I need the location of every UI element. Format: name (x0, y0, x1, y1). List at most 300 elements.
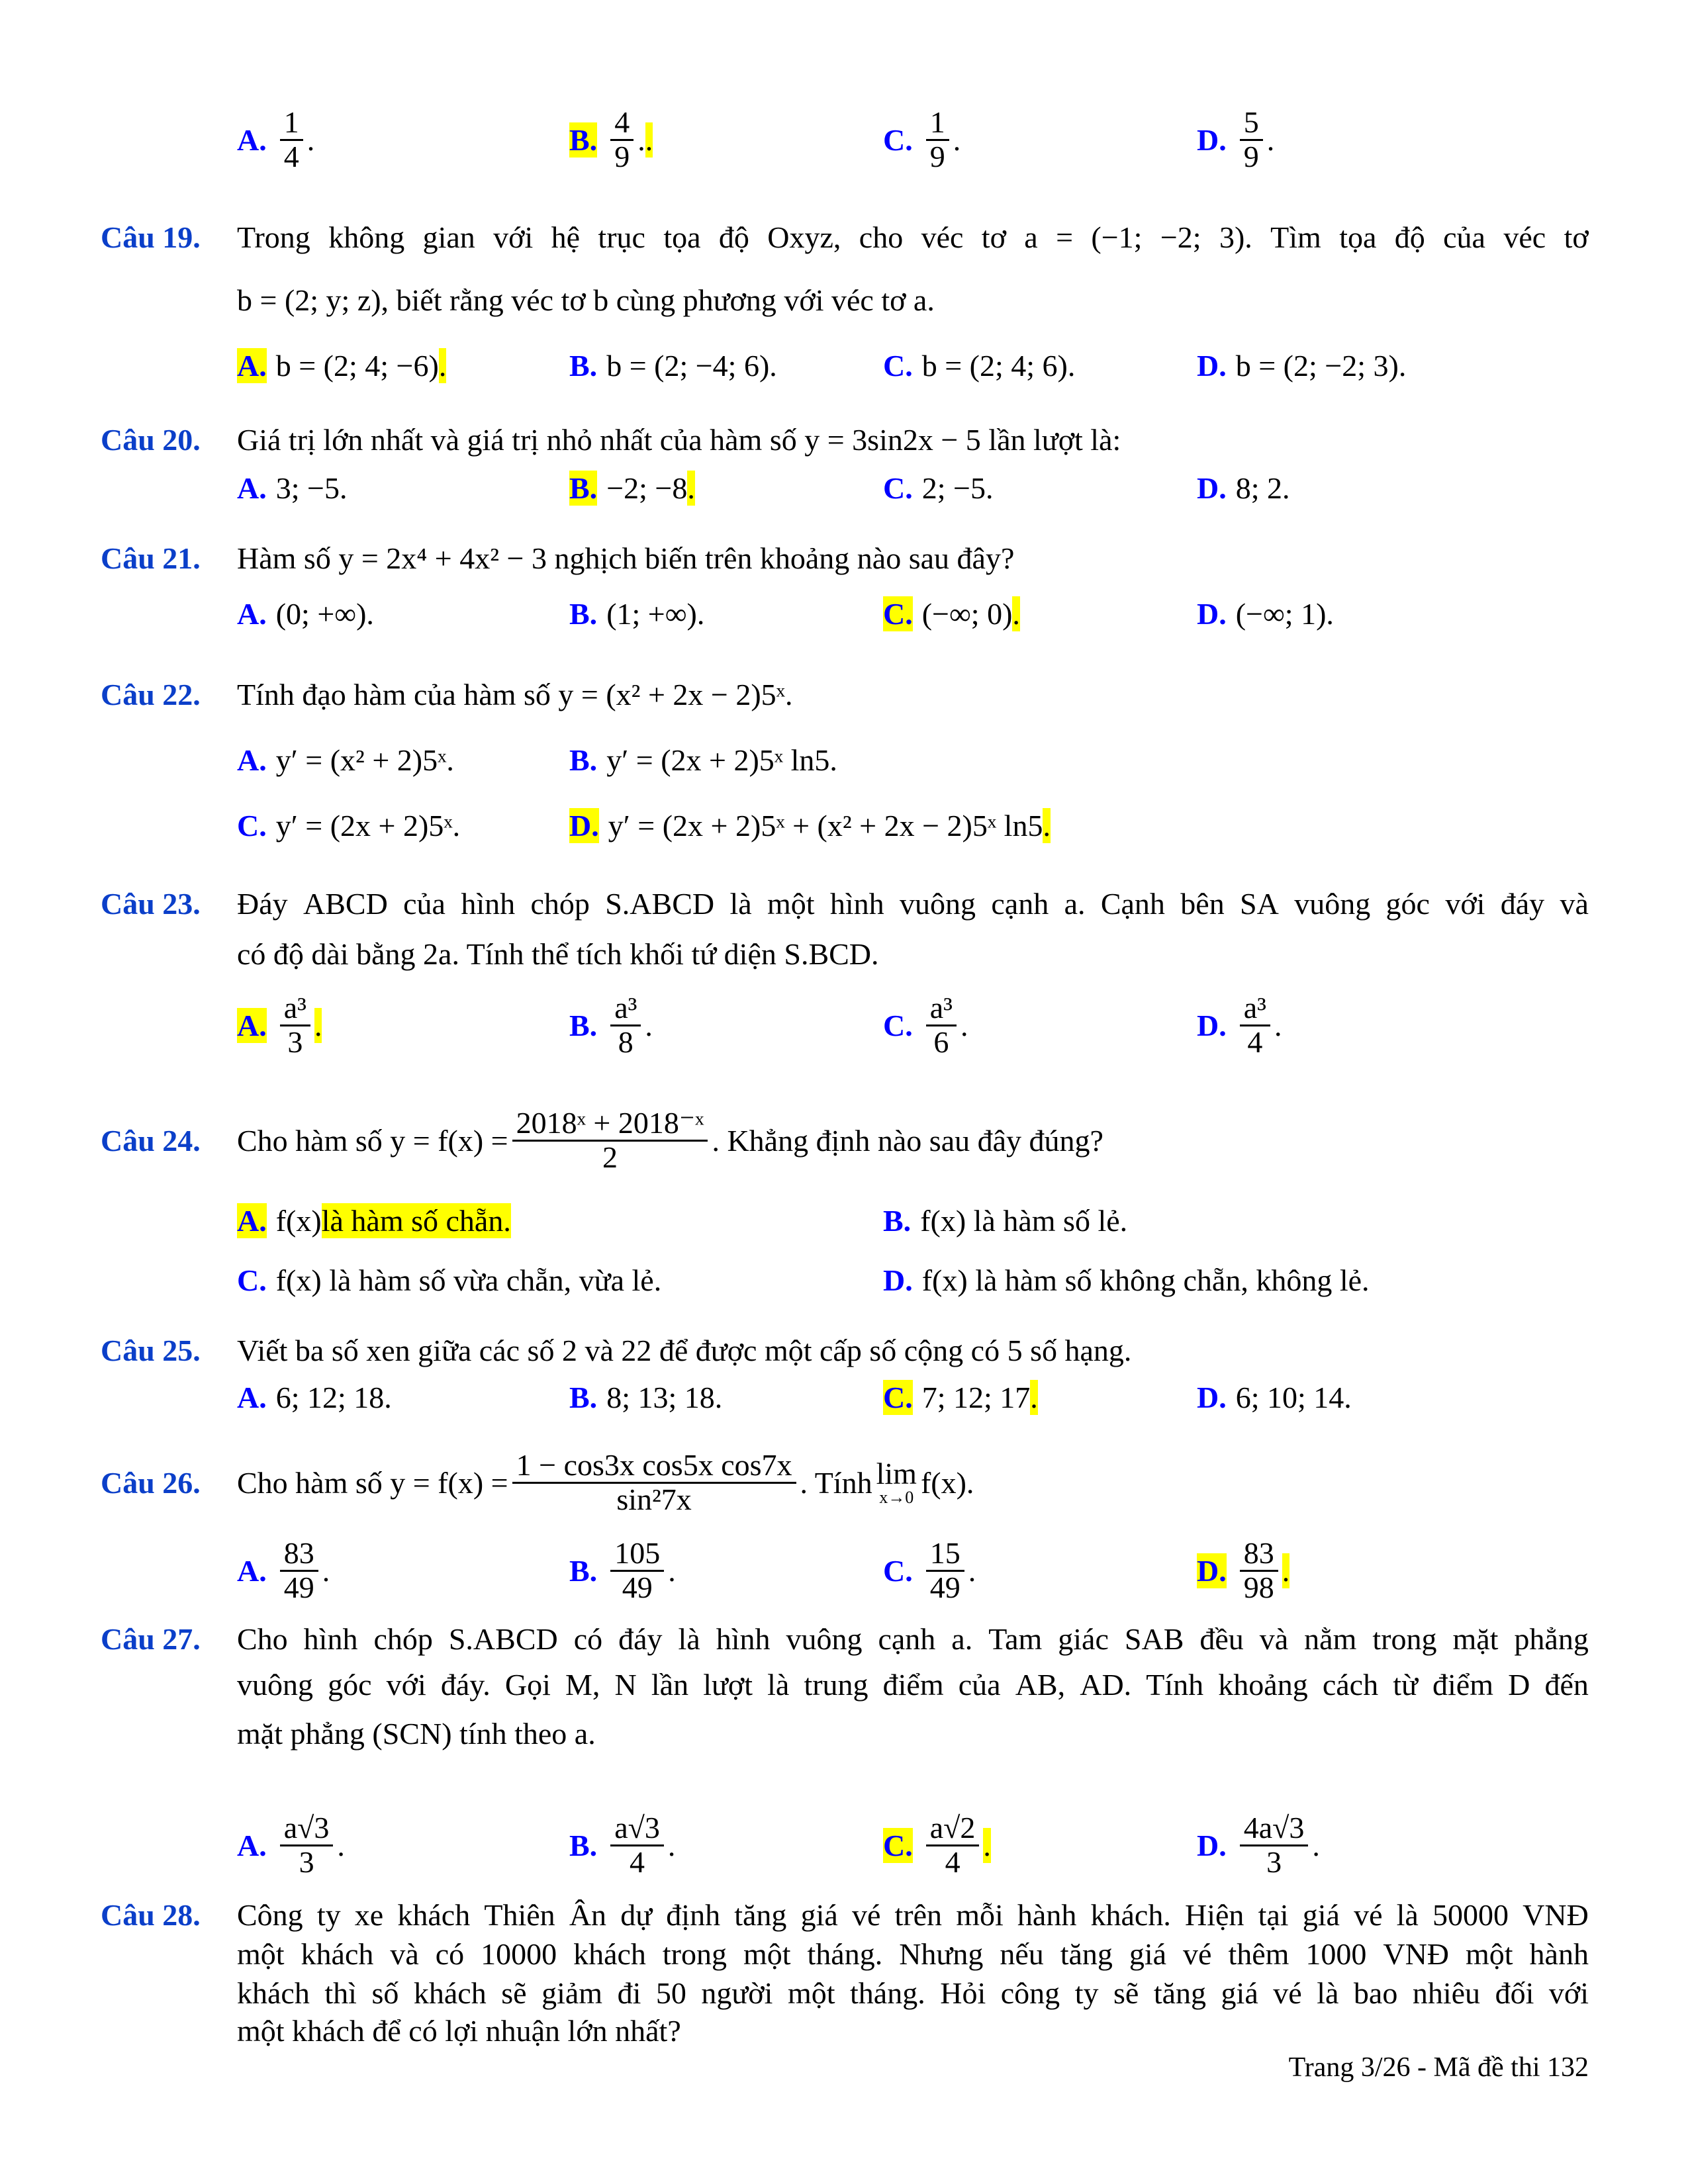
text-word: chóp (373, 1621, 433, 1656)
text: một khách để có lợi nhuận lớn nhất? (237, 2013, 681, 2048)
text-word: vé (1183, 1936, 1212, 1971)
option-label[interactable]: B. (569, 348, 598, 383)
answer-option-c[interactable] (883, 574, 1020, 653)
option-label[interactable]: C. (883, 1828, 913, 1862)
text-word: 50000 (1432, 1897, 1509, 1932)
text-word: đáy. (440, 1667, 491, 1702)
text-word: khách (413, 1976, 487, 2010)
answer-option-d[interactable] (1197, 1531, 1289, 1610)
text: f(x) (275, 1203, 322, 1238)
option-label[interactable]: A. (237, 122, 267, 157)
text-word: tọa (663, 220, 701, 254)
option-label[interactable]: C. (237, 1263, 267, 1297)
correct-marker: . (983, 1828, 991, 1862)
answer-option-d[interactable] (1197, 1805, 1320, 1885)
text: Viết ba số xen giữa các số 2 và 22 để được một cấp số cộng có 5 số hạng. (237, 1333, 1132, 1367)
denominator: 4 (1247, 1024, 1263, 1059)
option-label[interactable]: B. (569, 1008, 598, 1042)
correct-marker: . (687, 471, 695, 505)
denominator: 9 (1243, 139, 1259, 173)
text-word: giá (1302, 1897, 1340, 1932)
text: −2; −8 (606, 471, 688, 505)
text-word: một (743, 1936, 791, 1971)
text-word: khách (573, 1936, 646, 1971)
text-word: đều (1199, 1621, 1244, 1656)
text-word: trong (1372, 1621, 1437, 1656)
question-label: Câu 24. (101, 1123, 201, 1158)
fraction (610, 992, 641, 1058)
text-word: giảm (541, 1976, 603, 2010)
denominator: 4 (283, 139, 299, 173)
text-word: Tam (988, 1621, 1043, 1656)
option-label[interactable]: D. (1197, 348, 1227, 383)
text-word: trục (598, 220, 645, 254)
text-word: ty (1074, 1976, 1099, 2010)
option-label[interactable]: A. (237, 596, 267, 631)
text-word: đối (1495, 1976, 1534, 2010)
text: f(x) là hàm số lẻ. (920, 1203, 1128, 1238)
question-stem-line (237, 1443, 1589, 1522)
text-word: một (767, 886, 815, 921)
option-label[interactable]: B. (569, 471, 598, 505)
option-label[interactable]: D. (569, 808, 599, 842)
denominator: 49 (622, 1570, 653, 1604)
text-word: xe (354, 1897, 384, 1932)
text: b = (2; 4; −6) (275, 348, 439, 383)
text-word: điểm (882, 1667, 944, 1702)
text: 7; 12; 17 (921, 1380, 1031, 1414)
text: 8; 2. (1235, 471, 1290, 505)
text-word: khách (237, 1976, 310, 2010)
text-word: cạnh (991, 886, 1049, 921)
text-word: góc (1385, 886, 1430, 921)
option-label[interactable]: D. (1197, 1828, 1227, 1862)
fraction (512, 1107, 708, 1173)
question-label: Câu 26. (101, 1465, 201, 1500)
text-word: VNĐ (1523, 1897, 1589, 1932)
text: . (953, 122, 961, 157)
text-word: phẳng (1514, 1621, 1589, 1656)
answer-option-b[interactable] (569, 448, 695, 527)
text-word: vé (1354, 1897, 1383, 1932)
text-word: tơ (981, 220, 1006, 254)
option-label[interactable]: C. (883, 596, 913, 631)
text-word: nhiêu (1412, 1976, 1481, 2010)
option-label[interactable]: A. (237, 1203, 267, 1238)
text-word: sẽ (501, 1976, 527, 2010)
answer-option-d[interactable] (1197, 1357, 1352, 1437)
text: f(x). (920, 1465, 974, 1500)
fraction (280, 1812, 334, 1878)
text-word: của (958, 1667, 1001, 1702)
question-label: Câu 22. (101, 677, 201, 711)
option-label[interactable]: A. (237, 1008, 267, 1042)
text-word: 3). (1219, 220, 1252, 254)
text-word: Tìm (1270, 220, 1321, 254)
text-word: Đáy (237, 886, 288, 921)
fraction (926, 992, 957, 1058)
denominator: 3 (1266, 1844, 1282, 1879)
text-word: lần (651, 1667, 689, 1702)
option-label[interactable]: A. (237, 471, 267, 505)
answer-option-a[interactable] (237, 574, 374, 653)
text: . (667, 1828, 676, 1862)
text-word: số (371, 1976, 399, 2010)
answer-option-c[interactable] (237, 1240, 661, 1320)
numerator: 1 − cos3x cos5x cos7x (512, 1449, 796, 1483)
correct-marker: . (438, 348, 447, 383)
text-word: tháng. (850, 1976, 925, 2010)
text: y′ = (2x + 2)5ˣ ln5. (606, 743, 837, 777)
answer-option-d[interactable] (569, 786, 1051, 865)
text: có độ dài bằng 2a. Tính thể tích khối tứ diện S.BCD. (237, 936, 879, 971)
fraction (926, 1812, 980, 1878)
text-word: có (435, 1936, 465, 1971)
answer-option-b[interactable] (569, 326, 777, 405)
answer-option-d[interactable] (1197, 100, 1274, 179)
answer-option-d[interactable] (883, 1240, 1370, 1320)
text: . (968, 1553, 976, 1588)
text-word: điểm (1432, 1667, 1493, 1702)
text-word: khoảng (1218, 1667, 1308, 1702)
text-word: của (1443, 220, 1485, 254)
text-word: = (1056, 220, 1074, 254)
numerator: a√2 (926, 1812, 980, 1846)
text: f(x) là hàm số vừa chẵn, vừa lẻ. (275, 1263, 662, 1297)
denominator: 6 (933, 1024, 949, 1059)
text-word: giác (1058, 1621, 1109, 1656)
question-label: Câu 28. (101, 1897, 201, 1932)
option-label[interactable]: C. (883, 122, 913, 157)
text-word: độ (1394, 220, 1425, 254)
option-label[interactable]: B. (569, 1553, 598, 1588)
numerator: 4a√3 (1240, 1812, 1309, 1846)
option-label[interactable]: D. (1197, 1380, 1227, 1414)
numerator: 83 (280, 1537, 318, 1571)
denominator: 9 (929, 139, 945, 173)
text-word: mặt (1452, 1621, 1499, 1656)
text: Cho hàm số y = f(x) = (237, 1465, 508, 1500)
text: . (637, 122, 645, 157)
option-label[interactable]: B. (569, 743, 598, 777)
text-word: giá (1129, 1936, 1167, 1971)
numerator: 1 (926, 107, 949, 140)
text-word: sẽ (1113, 1976, 1139, 2010)
answer-option-b[interactable] (569, 574, 704, 653)
text: . (1274, 1008, 1282, 1042)
numerator: a³ (1240, 992, 1270, 1026)
option-label[interactable]: C. (883, 1008, 913, 1042)
text-word: khách. (1090, 1897, 1171, 1932)
text-word: bên (1180, 886, 1225, 921)
text-word: hình (303, 1621, 358, 1656)
text-word: Ân (569, 1897, 607, 1932)
text-word: và (1259, 1621, 1289, 1656)
question-label: Câu 20. (101, 422, 201, 457)
option-label[interactable]: A. (237, 1553, 267, 1588)
option-label[interactable]: D. (883, 1263, 913, 1297)
answer-option-c[interactable] (883, 326, 1075, 405)
text-word: vuông (786, 1621, 863, 1656)
text-word: véc (1503, 220, 1546, 254)
denominator: 3 (287, 1024, 303, 1059)
text: 2; −5. (921, 471, 994, 505)
question-label: Câu 25. (101, 1333, 201, 1367)
option-label[interactable]: B. (883, 1203, 912, 1238)
text-word: 50 (655, 1976, 686, 2010)
text-word: cho (859, 220, 904, 254)
text-word: hình (461, 886, 516, 921)
option-label[interactable]: D. (1197, 1553, 1227, 1588)
text-word: Gọi (504, 1667, 551, 1702)
text-word: một (787, 1976, 835, 2010)
text-word: 10000 (481, 1936, 557, 1971)
denominator: sin²7x (616, 1482, 692, 1516)
fraction (926, 1537, 964, 1604)
fraction (610, 1812, 664, 1878)
answer-option-b[interactable] (569, 1531, 676, 1610)
text-word: với (1445, 886, 1485, 921)
numerator: a√3 (280, 1812, 334, 1846)
numerator: 83 (1240, 1537, 1278, 1571)
text-word: độ (718, 220, 749, 254)
denominator: 98 (1243, 1570, 1274, 1604)
answer-option-a[interactable] (237, 326, 446, 405)
answer-option-a[interactable] (237, 1805, 345, 1885)
text-word: AD. (1080, 1667, 1132, 1702)
text: . Tính (800, 1465, 872, 1500)
text: . (645, 1008, 653, 1042)
text-word: (−1; (1091, 220, 1143, 254)
text-word: Oxyz, (767, 220, 841, 254)
answer-option-d[interactable] (1197, 326, 1406, 405)
text-word: M, (565, 1667, 600, 1702)
question-label: Câu 27. (101, 1621, 201, 1656)
numerator: a³ (610, 992, 641, 1026)
option-label[interactable]: B. (569, 122, 598, 157)
option-label[interactable]: C. (883, 1553, 913, 1588)
answer-option-d[interactable] (1197, 574, 1334, 653)
text: . (322, 1553, 330, 1588)
answer-option-c[interactable] (237, 786, 460, 865)
text-word: khách (301, 1936, 374, 1971)
text-word: là (1317, 1976, 1339, 2010)
highlighted-answer-text: là hàm số chẵn. (321, 1203, 511, 1238)
option-label[interactable]: A. (237, 743, 267, 777)
text-word: tháng. (807, 1936, 883, 1971)
text-word: có (573, 1621, 603, 1656)
text-word: hình (716, 1621, 771, 1656)
text-word: và (390, 1936, 419, 1971)
text: . (1266, 122, 1275, 157)
correct-marker: . (1030, 1380, 1038, 1414)
text-word: ty (316, 1897, 341, 1932)
text-word: Nhưng (899, 1936, 984, 1971)
option-label[interactable]: C. (237, 808, 267, 842)
answer-option-b[interactable] (569, 1357, 722, 1437)
option-label[interactable]: A. (237, 1380, 267, 1414)
answer-option-c[interactable] (883, 985, 968, 1065)
option-label[interactable]: D. (1197, 1008, 1227, 1042)
text-word: trung (804, 1667, 868, 1702)
text-word: tại (1258, 1897, 1289, 1932)
text-word: công (1000, 1976, 1060, 2010)
text-word: chóp (530, 886, 590, 921)
answer-option-c[interactable] (883, 1805, 991, 1885)
text-word: ABCD (303, 886, 388, 921)
question-label: Câu 21. (101, 541, 201, 575)
answer-option-b[interactable] (569, 985, 653, 1065)
text: b = (2; −4; 6). (606, 348, 777, 383)
text: f(x) là hàm số không chẵn, không lẻ. (921, 1263, 1370, 1297)
text-word: mỗi (956, 1897, 1004, 1932)
text-word: giá (1221, 1976, 1258, 2010)
option-label[interactable]: B. (569, 596, 598, 631)
text-word: SAB (1124, 1621, 1184, 1656)
option-label[interactable]: C. (883, 471, 913, 505)
text: 8; 13; 18. (606, 1380, 723, 1414)
option-label[interactable]: B. (569, 1828, 598, 1862)
text-word: hành (1017, 1897, 1077, 1932)
text-word: tăng (734, 1897, 787, 1932)
text: (−∞; 0) (921, 596, 1013, 631)
text-word: khách (397, 1897, 471, 1932)
text-word: lượt (703, 1667, 753, 1702)
text-word: là (729, 886, 752, 921)
denominator: 8 (618, 1024, 633, 1059)
text: Tính đạo hàm của hàm số y = (x² + 2x − 2)5ˣ. (237, 677, 793, 711)
text: Cho hàm số y = f(x) = (237, 1123, 508, 1158)
numerator: 15 (926, 1537, 964, 1571)
text: y′ = (2x + 2)5ˣ + (x² + 2x − 2)5ˣ ln5 (608, 808, 1043, 842)
option-label[interactable]: D. (1197, 596, 1227, 631)
text-word: N (614, 1667, 637, 1702)
denominator: 9 (614, 139, 630, 173)
answer-option-c[interactable] (883, 1357, 1038, 1437)
text-word: đáy (1500, 886, 1545, 921)
option-label[interactable]: A. (237, 1828, 267, 1862)
text: (0; +∞). (275, 596, 374, 631)
text-word: vé (851, 1897, 881, 1932)
text-word: của (403, 886, 445, 921)
text-word: vé (1273, 1976, 1302, 2010)
denominator: 4 (945, 1844, 961, 1879)
answer-option-d[interactable] (1197, 448, 1290, 527)
text-word: a. (951, 1621, 973, 1656)
correct-marker: . (1012, 596, 1020, 631)
numerator: 2018ˣ + 2018⁻ˣ (512, 1107, 708, 1141)
text-word: đến (1544, 1667, 1589, 1702)
text-word: gian (422, 220, 475, 254)
correct-marker: . (645, 122, 653, 157)
fraction (280, 107, 303, 173)
text-word: thì (324, 1976, 357, 2010)
text-word: tăng (1060, 1936, 1113, 1971)
answer-option-c[interactable] (883, 1531, 976, 1610)
text-word: cách (1322, 1667, 1379, 1702)
option-label[interactable]: D. (1197, 122, 1227, 157)
fraction (1240, 992, 1270, 1058)
option-label[interactable]: A. (237, 348, 267, 383)
option-label[interactable]: D. (1197, 471, 1227, 505)
text-word: là (1396, 1897, 1419, 1932)
text: y′ = (x² + 2)5ˣ. (275, 743, 454, 777)
text-word: tăng (1153, 1976, 1207, 2010)
text-word: S.ABCD (448, 1621, 558, 1656)
text: 3; −5. (275, 471, 348, 505)
text-word: −2; (1160, 220, 1201, 254)
text-word: tơ (1564, 220, 1589, 254)
text-word: S.ABCD (605, 886, 715, 921)
answer-option-a[interactable] (237, 1357, 392, 1437)
numerator: 4 (610, 107, 633, 140)
text-word: cạnh (878, 1621, 936, 1656)
text: b = (2; 4; 6). (921, 348, 1076, 383)
denominator: 3 (299, 1844, 314, 1879)
text-word: với (493, 220, 534, 254)
question-label: Câu 19. (101, 220, 201, 254)
question-label: Câu 23. (101, 886, 201, 921)
answer-option-a[interactable] (237, 985, 322, 1065)
text-word: Tính (1146, 1667, 1204, 1702)
text-word: a (1024, 220, 1038, 254)
option-label[interactable]: C. (883, 348, 913, 383)
numerator: 105 (610, 1537, 664, 1571)
answer-option-d[interactable] (1197, 985, 1282, 1065)
text-word: thêm (1228, 1936, 1289, 1971)
fraction (1240, 1812, 1309, 1878)
text: . (668, 1553, 676, 1588)
text: mặt phẳng (SCN) tính theo a. (237, 1716, 596, 1751)
answer-option-a[interactable] (237, 1531, 330, 1610)
answer-option-b[interactable] (569, 100, 653, 179)
fraction (1240, 1537, 1278, 1604)
text: . (960, 1008, 968, 1042)
text: 6; 10; 14. (1235, 1380, 1352, 1414)
fraction (280, 1537, 318, 1604)
text: . (1312, 1828, 1320, 1862)
correct-marker: . (1043, 808, 1051, 842)
answer-option-c[interactable] (883, 100, 961, 179)
text-word: một (237, 1936, 285, 1971)
numerator: a³ (926, 992, 957, 1026)
answer-option-b[interactable] (569, 1805, 675, 1885)
text-word: Công (237, 1897, 303, 1932)
text-word: dự (620, 1897, 653, 1932)
answer-option-a[interactable] (237, 100, 314, 179)
text: Giá trị lớn nhất và giá trị nhỏ nhất của hàm số y = 3sin2x − 5 lần lượt là: (237, 422, 1121, 457)
text-word: tọa (1339, 220, 1377, 254)
text: . (306, 122, 315, 157)
question-stem-line (237, 1694, 1589, 1773)
answer-option-a[interactable] (237, 448, 347, 527)
text-word: nằm (1304, 1621, 1357, 1656)
text-word: bao (1353, 1976, 1398, 2010)
text: Hàm số y = 2x⁴ + 4x² − 3 nghịch biến trên khoảng nào sau đây? (237, 541, 1015, 575)
option-label[interactable]: B. (569, 1380, 598, 1414)
text-word: vuông (1294, 886, 1371, 921)
text-word: vuông (900, 886, 976, 921)
numerator: 5 (1240, 107, 1263, 140)
text: (−∞; 1). (1235, 596, 1334, 631)
option-label[interactable]: C. (883, 1380, 913, 1414)
question-stem-line (237, 1101, 1589, 1180)
text-word: D (1508, 1667, 1530, 1702)
text-word: đi (617, 1976, 641, 2010)
text: . (337, 1828, 345, 1862)
answer-option-c[interactable] (883, 448, 993, 527)
text: (1; +∞). (606, 596, 705, 631)
